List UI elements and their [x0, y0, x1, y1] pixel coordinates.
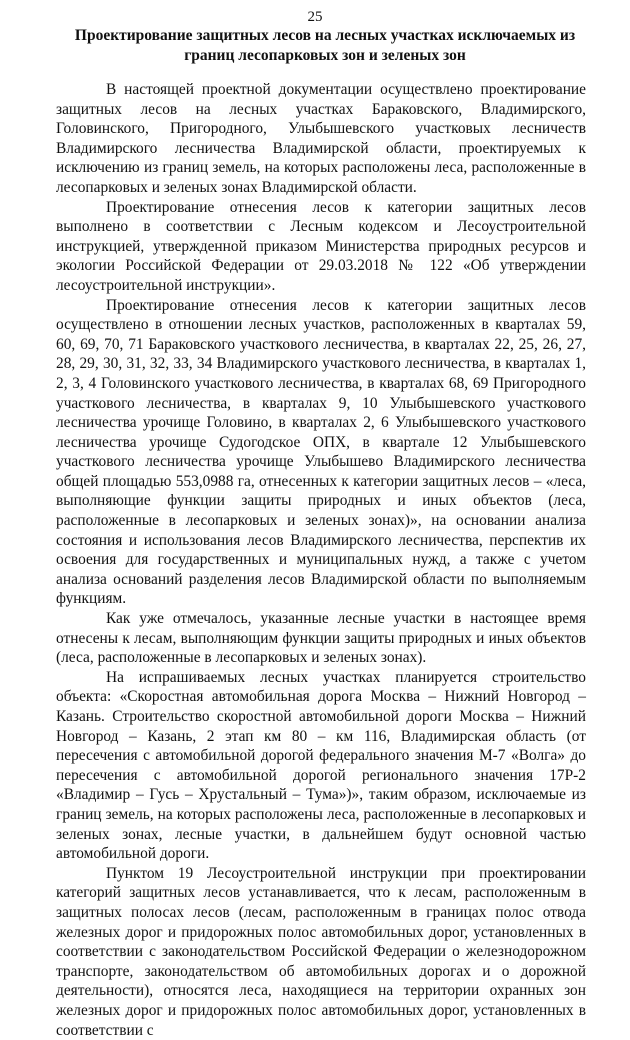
paragraph-2: Проектирование отнесения лесов к категории защитных лесов выполнено в соответствии с Лесным кодексом и Лесоустроительной инструкцией, утвержденной приказом Министерства природных ресурсов и экологии Российской Федерации от 29.03.2018 № 122 «Об утверждении лесоустроительной инструкции».: [56, 198, 586, 294]
paragraph-1: В настоящей проектной документации осуществлено проектирование защитных лесов на лесных участках Бараковского, Владимирского, Головинского, Пригородного, Улыбышевского участковых лесничеств Владимирского лесничества Владимирской области, проектируемых к исключению из границ земель, на которых расположены леса, расположенные в лесопарковых и зеленых зонах Владимирской области.: [56, 81, 586, 196]
paragraph-4: Как уже отмечалось, указанные лесные участки в настоящее время отнесены к лесам, выполняющим функции защиты природных и иных объектов (леса, расположенные в лесопарковых и зеленых зонах).: [56, 610, 586, 667]
paragraph-5: На испрашиваемых лесных участках планируется строительство объекта: «Скоростная автомобильная дорога Москва – Нижний Новгород – Казань. Строительство скоростной автомобильной дороги Москва – Нижний Новгород – Казань, 2 этап км 80 – км 116, Владимирская область (от пересечения с автомобильной дорогой федерального значения М-7 «Волга» до пересечения с автомобильной дорогой регионального значения 17Р-2 «Владимир – Гусь – Хрустальный – Тума»)», таким образом, исключаемые из границ земель, на которых расположены леса, расположенные в лесопарковых и зеленых зонах, лесные участки, в дальнейшем будут основной частью автомобильной дороги.: [56, 668, 586, 863]
paragraph-6: Пунктом 19 Лесоустроительной инструкции при проектировании категорий защитных лесов устанавливается, что к лесам, расположенным в защитных полосах лесов (лесам, расположенным в границах полос отвода железных дорог и придорожных полос автомобильных дорог, установленных в соответствии с законодательством Российской Федерации о железнодорожном транспорте, законодательством об автомобильных дорогах и о дорожной деятельности), относятся леса, находящиеся на территории охранных зон железных дорог и придорожных полос автомобильных дорог, установленных в соответствии с: [56, 864, 586, 1039]
document-body: [56, 80, 586, 1040]
paragraph-3: Проектирование отнесения лесов к категории защитных лесов осуществлено в отношении лесных участков, расположенных в кварталах 59, 60, 69, 70, 71 Бараковского участкового лесничества, в кварталах 22, 25, 26, 27, 28, 29, 30, 31, 32, 33, 34 Владимирского участкового лесничества, в кварталах 1, 2, 3, 4 Головинского участкового лесничества, в кварталах 68, 69 Пригородного участкового лесничества, в кварталах 9, 10 Улыбышевского участкового лесничества урочище Головино, в кварталах 2, 6 Улыбышевского участкового лесничества урочище Судогодское ОПХ, в квартале 12 Улыбышевского участкового лесничества урочище Улыбышево Владимирского лесничества общей площадью 553,0988 га, отнесенных к категории защитных лесов – «леса, выполняющие функции защиты природных и иных объектов (леса, расположенные в лесопарковых и зеленых зонах)», на основании анализа состояния и использования лесов Владимирского лесничества, перспектив их освоения для государственных и муниципальных нужд, а также с учетом анализа оснований разделения лесов Владимирской области по выполняемым функциям.: [56, 296, 586, 608]
page-title: Проектирование защитных лесов на лесных участках исключаемых из границ лесопарковых зон и зеленых зон: [74, 27, 576, 64]
page-number: 25: [307, 9, 323, 25]
